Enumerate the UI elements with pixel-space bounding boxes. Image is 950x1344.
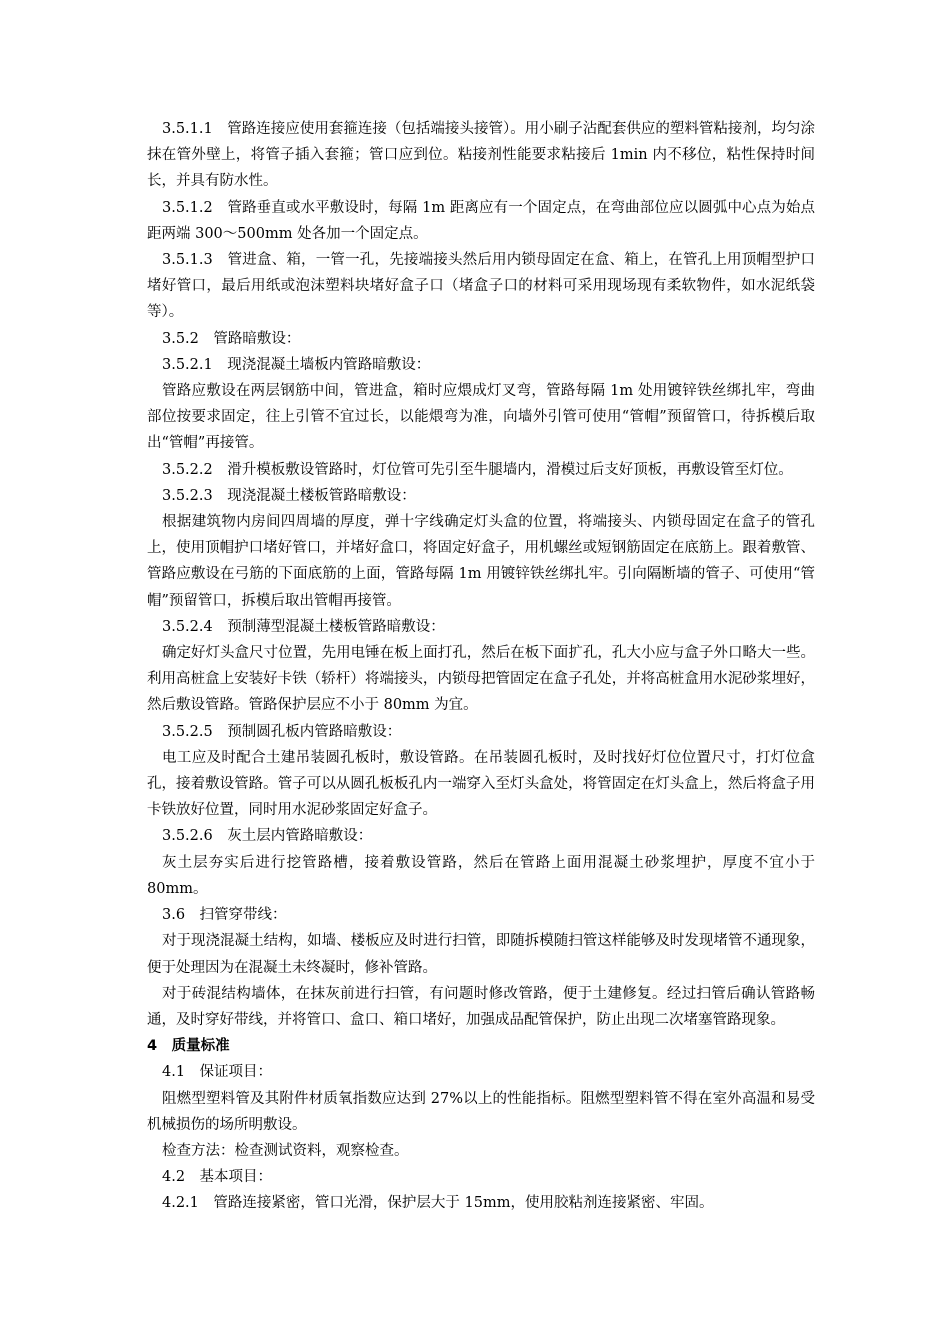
paragraph-body: 阻燃型塑料管及其附件材质氧指数应达到 27%以上的性能指标。阻燃型塑料管不得在室外高温和易受机械损伤的场所明敷设。 bbox=[147, 1090, 815, 1133]
paragraph-body: 对于砖混结构墙体，在抹灰前进行扫管，有问题时修改管路，便于土建修复。经过扫管后确认管路畅通，及时穿好带线，并将管口、盒口、箱口堵好，加强成品配管保护，防止出现二次堵塞管路现象。 bbox=[147, 985, 815, 1028]
document-page bbox=[147, 116, 815, 1217]
paragraph-body: 根据建筑物内房间四周墙的厚度，弹十字线确定灯头盒的位置，将端接头、内锁母固定在盒子的管孔上，使用顶帽护口堵好管口，并堵好盒口，将固定好盒子，用机螺丝或短钢筋固定在底筋上。跟着敷管、管路应敷设在弓筋的下面底筋的上面，管路每隔 1m 用镀锌铁丝绑扎牢。引向隔断墙的管子、可使用“管帽”预留管口，拆模后取出管帽再接管。 bbox=[147, 514, 815, 609]
heading-3-6: 3.6 扫管穿带线： bbox=[162, 907, 287, 924]
paragraph-3-5-1-1: 3.5.1.1 管路连接应使用套箍连接（包括端接头接管）。用小刷子沾配套供应的塑料管粘接剂，均匀涂抹在管外壁上，将管子插入套箍；管口应到位。粘接剂性能要求粘接后 1min 内不移位，粘性保持时间长，并具有防水性。 bbox=[147, 121, 815, 190]
heading-3-5-2-1: 3.5.2.1 现浇混凝土墙板内管路暗敷设： bbox=[162, 356, 431, 373]
paragraph-inspection-method: 检查方法：检查测试资料，观察检查。 bbox=[162, 1142, 409, 1159]
paragraph-body: 确定好灯头盒尺寸位置，先用电锤在板上面打孔，然后在板下面扩孔，孔大小应与盒子外口略大一些。利用高桩盒上安装好卡铁（轿杆）将端接头，内锁母把管固定在盒子孔处，并将高桩盒用水泥砂浆埋好，然后敷设管路。管路保护层应不小于 80mm 为宜。 bbox=[147, 645, 815, 714]
paragraph-body: 管路应敷设在两层钢筋中间，管进盒，箱时应煨成灯叉弯，管路每隔 1m 处用镀锌铁丝绑扎牢，弯曲部位按要求固定，往上引管不宜过长，以能煨弯为准，向墙外引管可使用“管帽”预留管口，待拆模后取出“管帽”再接管。 bbox=[147, 383, 815, 452]
paragraph-3-5-1-3: 3.5.1.3 管进盒、箱，一管一孔，先接端接头然后用内锁母固定在盒、箱上，在管孔上用顶帽型护口堵好管口，最后用纸或泡沫塑料块堵好盒子口（堵盒子口的材料可采用现场现有柔软物件，如水泥纸袋等）。 bbox=[147, 252, 815, 321]
heading-4-1: 4.1 保证项目： bbox=[162, 1064, 273, 1081]
paragraph-4-2-1: 4.2.1 管路连接紧密，管口光滑，保护层大于 15mm，使用胶粘剂连接紧密、牢固。 bbox=[162, 1195, 714, 1212]
heading-3-5-2-6: 3.5.2.6 灰土层内管路暗敷设： bbox=[162, 828, 373, 845]
paragraph-3-5-2-2: 3.5.2.2 滑升模板敷设管路时，灯位管可先引至牛腿墙内，滑模过后支好顶板，再敷设管至灯位。 bbox=[162, 461, 793, 478]
paragraph-body: 灰土层夯实后进行挖管路槽，接着敷设管路，然后在管路上面用混凝土砂浆埋护，厚度不宜小于 80mm。 bbox=[147, 854, 815, 897]
heading-4-2: 4.2 基本项目： bbox=[162, 1169, 273, 1186]
paragraph-body: 电工应及时配合土建吊装圆孔板时，敷设管路。在吊装圆孔板时，及时找好灯位位置尺寸，打灯位盒孔，接着敷设管路。管子可以从圆孔板板孔内一端穿入至灯头盒处，将管固定在灯头盒上，然后将盒子用卡铁放好位置，同时用水泥砂浆固定好盒子。 bbox=[147, 749, 815, 819]
heading-4-quality-standard: 4 质量标准 bbox=[147, 1038, 230, 1055]
paragraph-3-5-1-2: 3.5.1.2 管路垂直或水平敷设时，每隔 1m 距离应有一个固定点，在弯曲部位应以圆弧中心点为始点距两端 300～500mm 处各加一个固定点。 bbox=[147, 199, 815, 242]
heading-3-5-2-4: 3.5.2.4 预制薄型混凝土楼板管路暗敷设： bbox=[162, 618, 445, 635]
heading-3-5-2: 3.5.2 管路暗敷设： bbox=[162, 330, 301, 347]
heading-3-5-2-3: 3.5.2.3 现浇混凝土楼板管路暗敷设： bbox=[162, 487, 416, 504]
heading-3-5-2-5: 3.5.2.5 预制圆孔板内管路暗敷设： bbox=[162, 723, 402, 740]
paragraph-body: 对于现浇混凝土结构，如墙、楼板应及时进行扫管，即随拆模随扫管这样能够及时发现堵管不通现象，便于处理因为在混凝土未终凝时，修补管路。 bbox=[147, 933, 815, 976]
